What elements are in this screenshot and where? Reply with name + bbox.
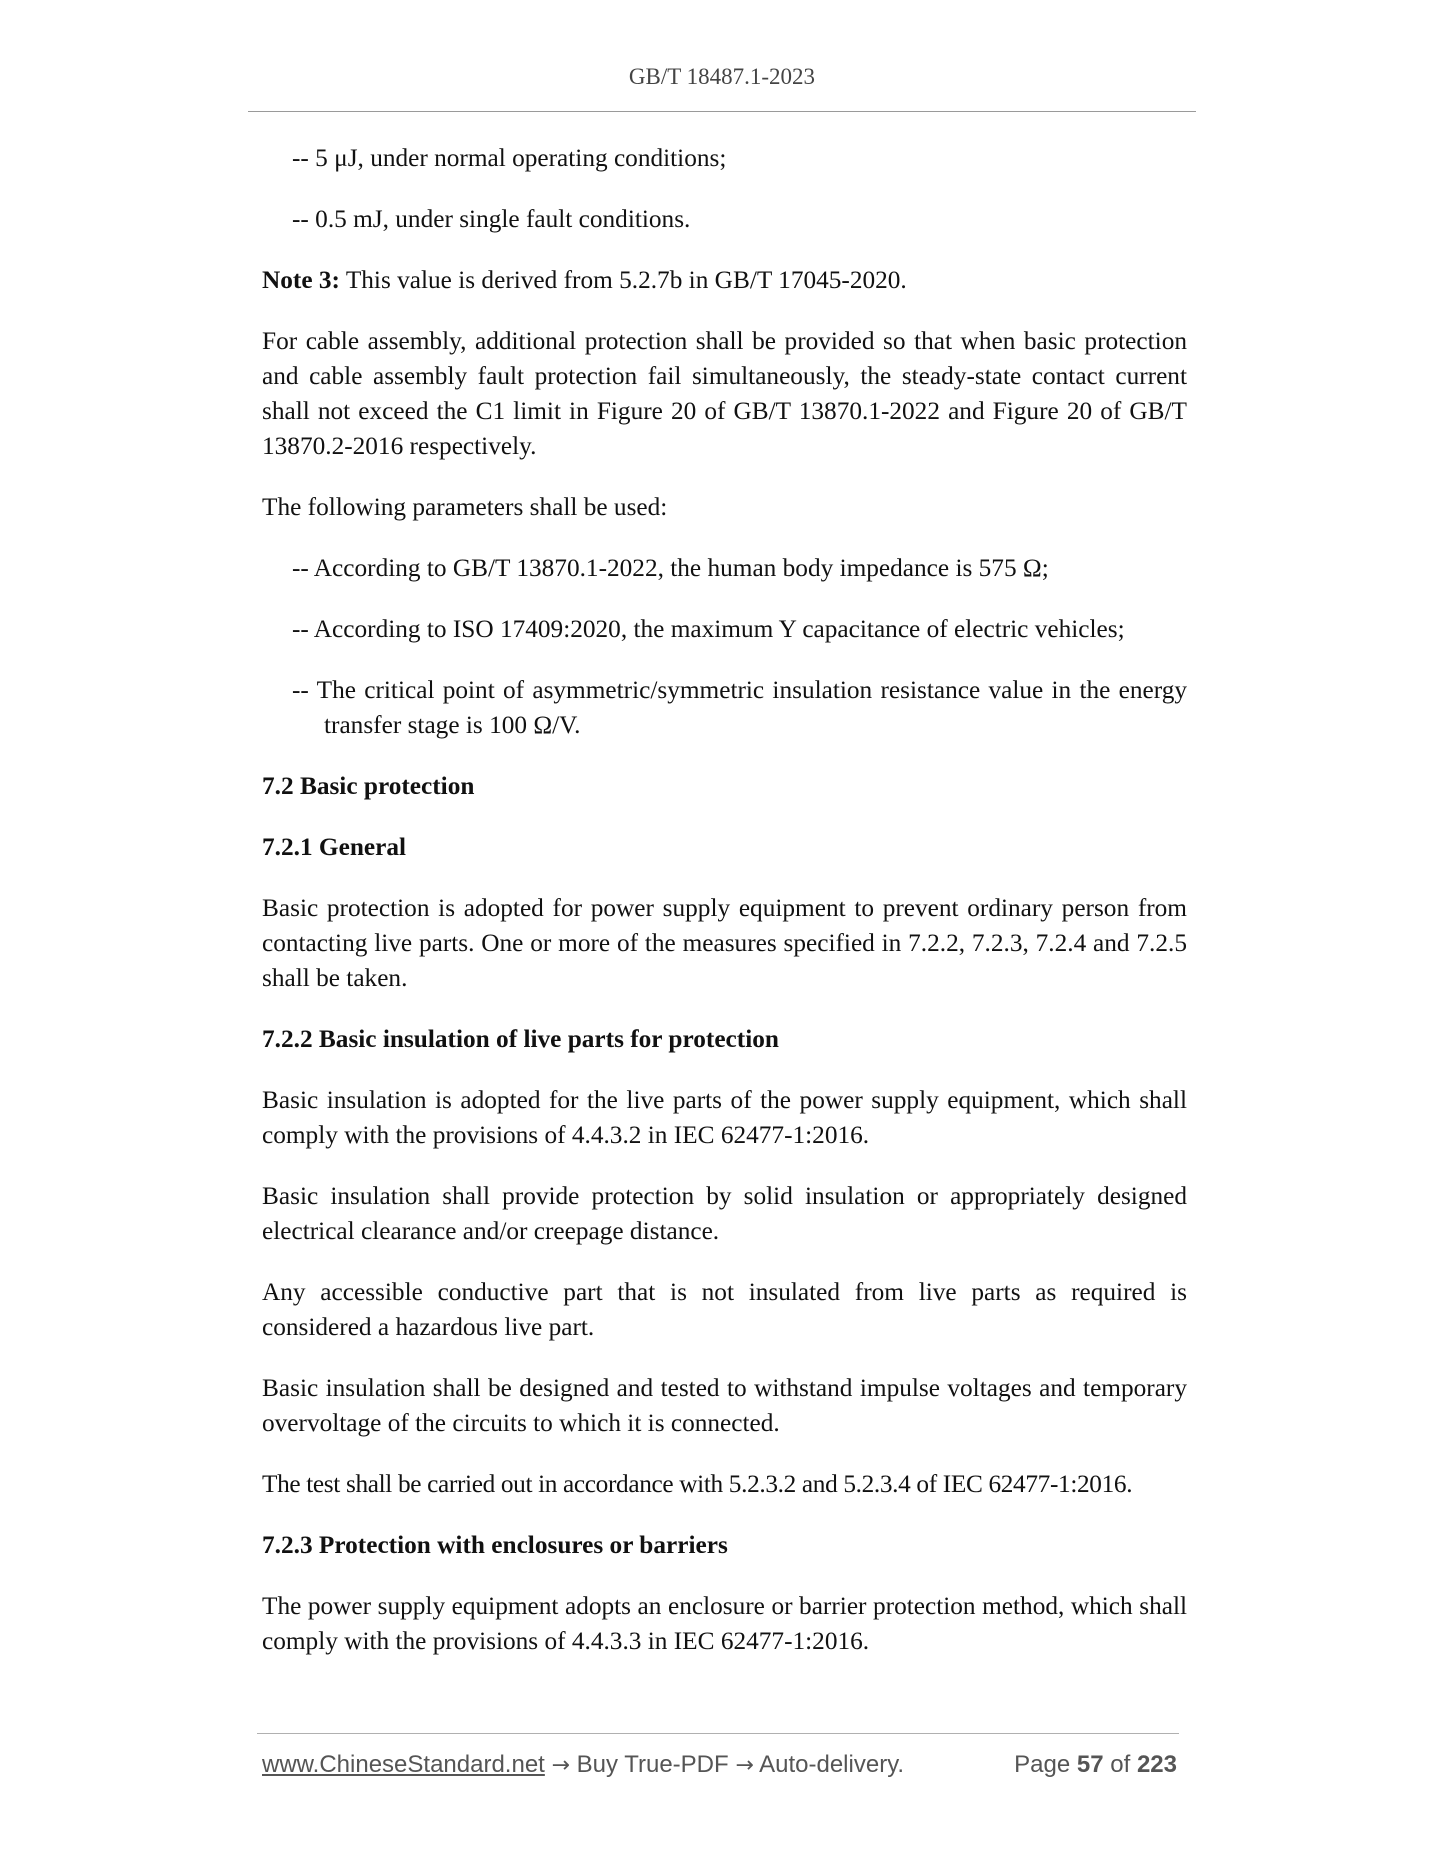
page-label: Page xyxy=(1014,1751,1071,1778)
paragraph-insulation: Basic insulation is adopted for the live parts of the power supply equipment, which shall comply with the provisions of 4.4.3.2 in IEC 62477-1:2016. xyxy=(262,1086,1187,1149)
paragraph-insulation: Basic insulation shall provide protection by solid insulation or appropriately designed electrical clearance and/or creepage distance. xyxy=(262,1182,1187,1245)
paragraph-general: Basic protection is adopted for power supply equipment to prevent ordinary person from contacting live parts. One or more of the measures specified in 7.2.2, 7.2.3, 7.2.4 and 7.2.5 shall be taken. xyxy=(262,894,1187,992)
note-text: This value is derived from 5.2.7b in GB/T 17045-2020. xyxy=(339,266,907,294)
heading-7-2: 7.2 Basic protection xyxy=(262,772,475,800)
page-header: GB/T 18487.1-2023 xyxy=(628,64,816,89)
note-3 xyxy=(262,263,1187,298)
paragraph-insulation: Basic insulation shall be designed and tested to withstand impulse voltages and temporary overvoltage of the circuits to which it is connected. xyxy=(262,1374,1187,1437)
page-number: 57 xyxy=(1076,1751,1104,1778)
paragraph-parameters: The following parameters shall be used: xyxy=(262,493,668,521)
header-divider xyxy=(248,111,1196,112)
paragraph-enclosure: The power supply equipment adopts an enclosure or barrier protection method, which shall comply with the provisions of 4.4.3.3 in IEC 62477-1:2016. xyxy=(262,1592,1187,1655)
list-item: -- The critical point of asymmetric/symmetric insulation resistance value in the energy transfer stage is 100 Ω/V. xyxy=(292,676,1187,739)
list-item: -- According to GB/T 13870.1-2022, the human body impedance is 575 Ω; xyxy=(292,554,1049,582)
list-item: -- According to ISO 17409:2020, the maximum Y capacitance of electric vehicles; xyxy=(292,615,1125,643)
arrow-right-icon: → xyxy=(735,1753,754,1778)
buy-true-pdf-text: Buy True-PDF xyxy=(576,1751,729,1778)
list-item: -- 0.5 mJ, under single fault conditions. xyxy=(292,205,691,233)
page-indicator xyxy=(1014,1751,1177,1779)
heading-7-2-3: 7.2.3 Protection with enclosures or barriers xyxy=(262,1531,728,1559)
paragraph-cable-assembly: For cable assembly, additional protection shall be provided so that when basic protection and cable assembly fault protection fail simultaneously, the steady-state contact current shall not exceed the C1 limit in Figure 20 of GB/T 13870.1-2022 and Figure 20 of GB/T 13870.2-2016 respectively. xyxy=(262,327,1187,460)
list-item: -- 5 μJ, under normal operating conditions; xyxy=(292,144,727,172)
paragraph-insulation: Any accessible conductive part that is not insulated from live parts as required is considered a hazardous live part. xyxy=(262,1278,1187,1341)
note-label: Note 3: xyxy=(262,266,340,294)
auto-delivery-text: Auto-delivery. xyxy=(759,1751,905,1778)
document-body xyxy=(262,141,1187,1685)
heading-7-2-1: 7.2.1 General xyxy=(262,833,407,861)
paragraph-insulation-test: The test shall be carried out in accordance with 5.2.3.2 and 5.2.3.4 of IEC 62477-1:2016. xyxy=(262,1470,1133,1498)
arrow-right-icon: → xyxy=(551,1753,570,1778)
heading-7-2-2: 7.2.2 Basic insulation of live parts for protection xyxy=(262,1025,779,1053)
page-footer xyxy=(262,1751,1187,1779)
of-label: of xyxy=(1110,1751,1131,1778)
page-total: 223 xyxy=(1136,1751,1177,1778)
chinesestandard-link[interactable]: www.ChineseStandard.net xyxy=(262,1751,545,1778)
footer-divider xyxy=(257,1733,1179,1734)
